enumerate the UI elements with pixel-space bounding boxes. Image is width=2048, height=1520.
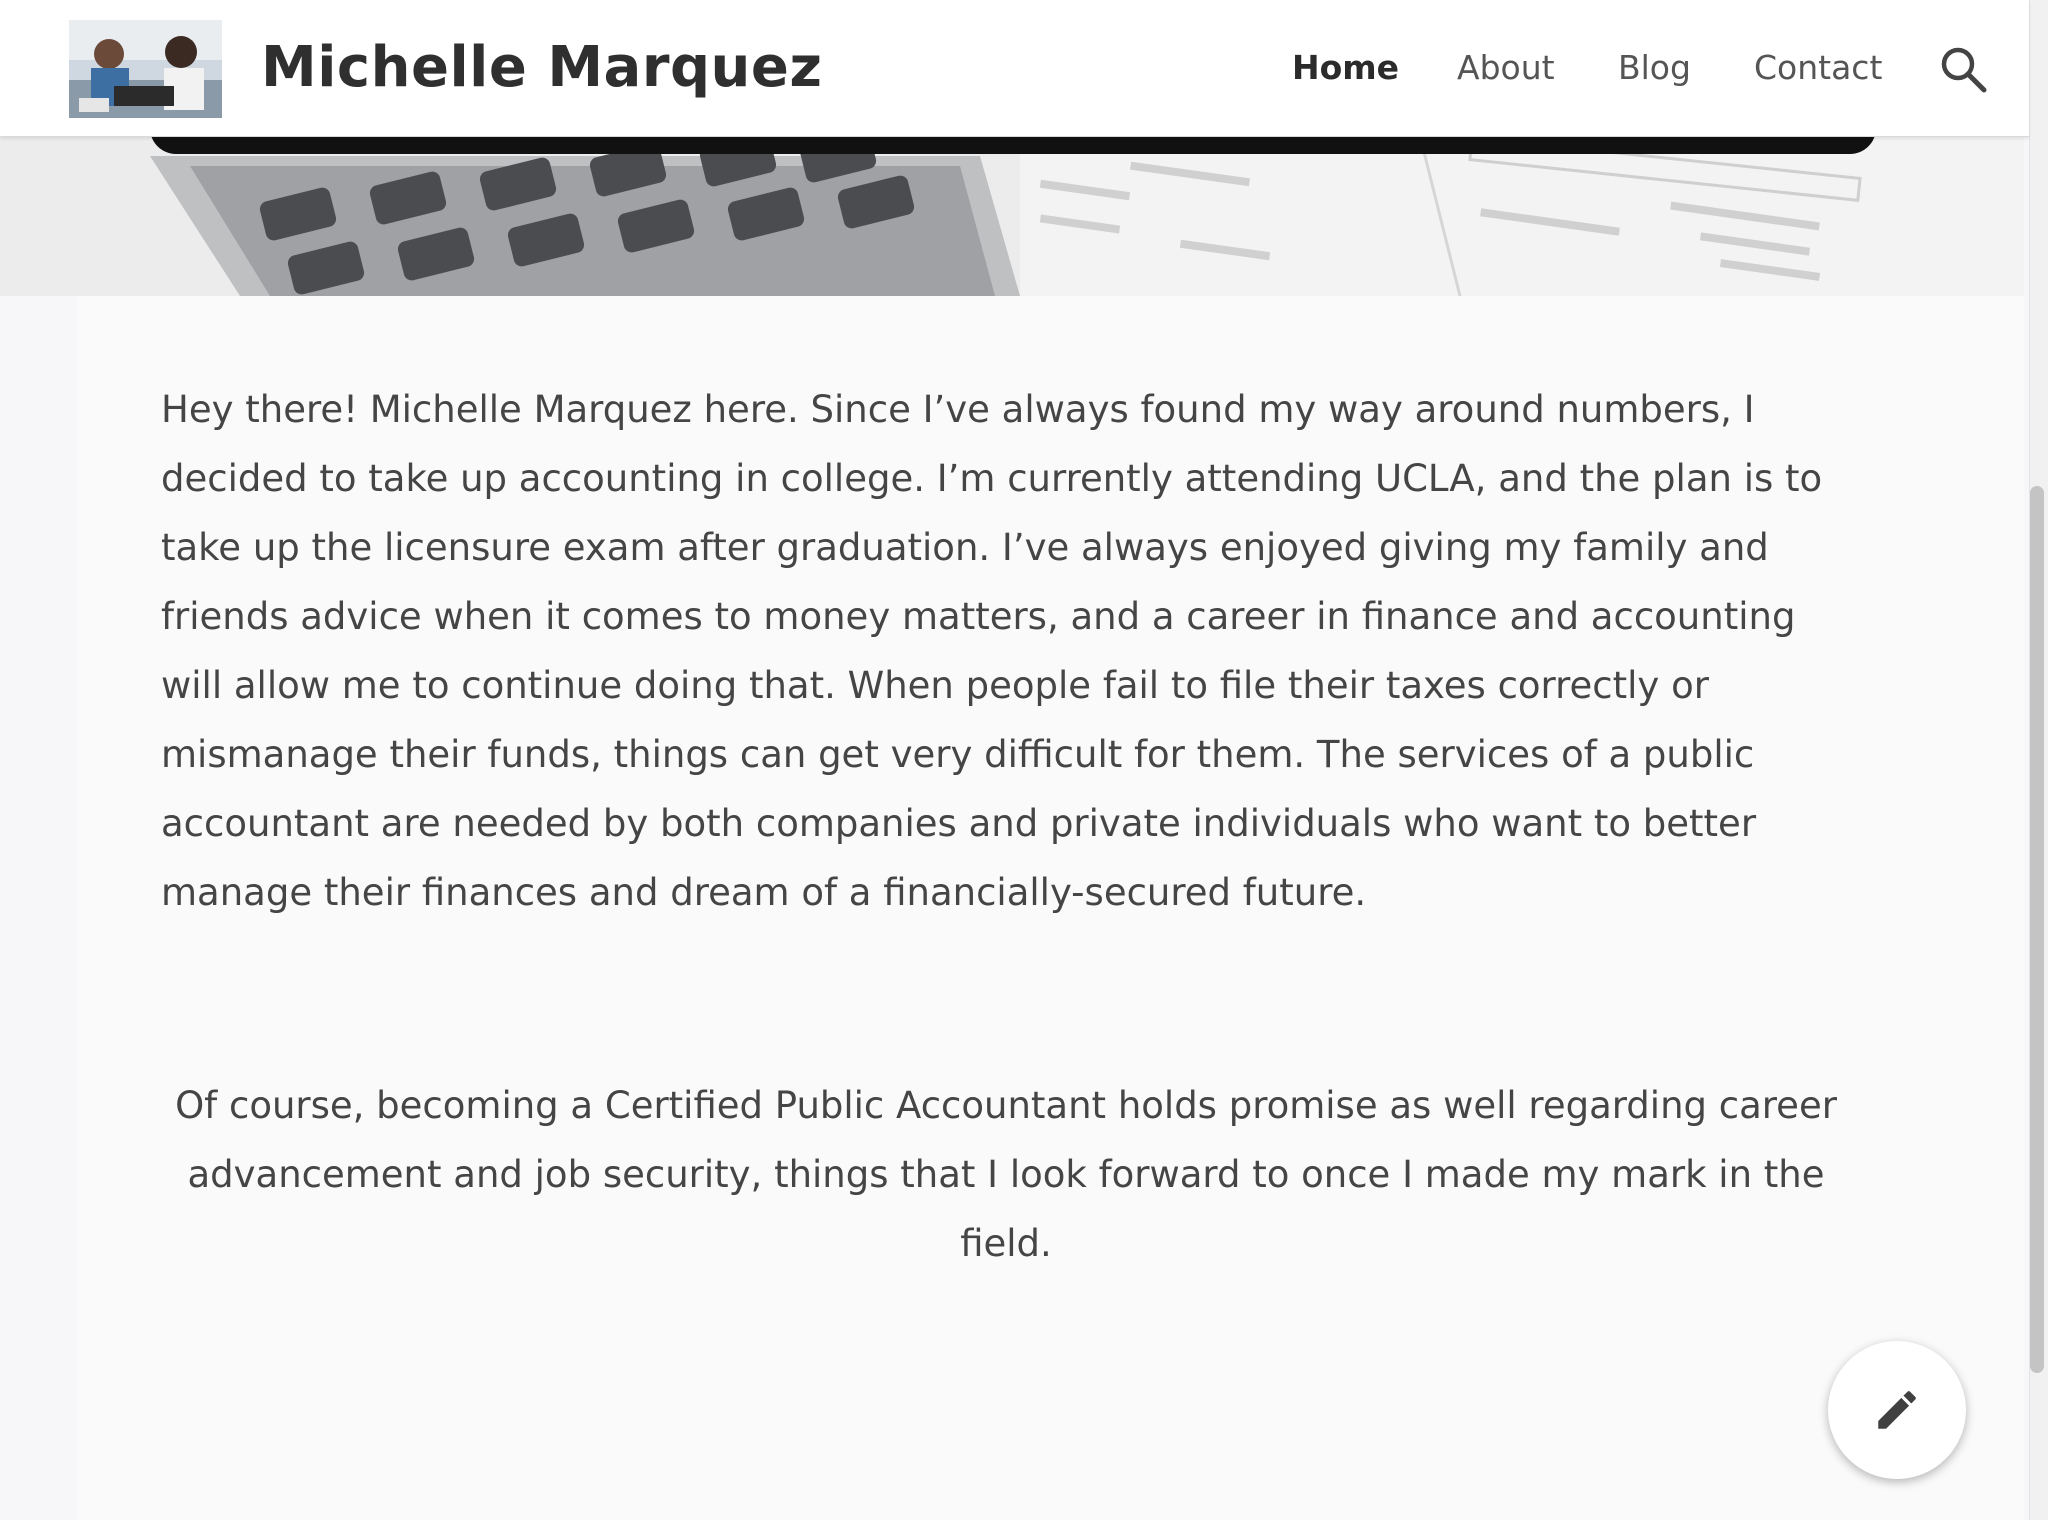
nav-blog[interactable]: Blog (1618, 48, 1691, 87)
nav-about[interactable]: About (1457, 48, 1555, 87)
site-header (0, 0, 2029, 137)
career-paragraph: Of course, becoming a Certified Public Accountant holds promise as well regarding career advancement and job security, things that I look forward to once I made my mark in the field. (175, 1084, 1837, 1265)
pencil-icon (1872, 1385, 1922, 1435)
site-title[interactable]: Michelle Marquez (261, 35, 823, 100)
hero-dark-bar (150, 136, 1876, 154)
search-icon (1938, 44, 1990, 96)
hero-banner (0, 136, 2024, 296)
logo-photo-icon (69, 20, 222, 118)
nav-contact[interactable]: Contact (1754, 48, 1883, 87)
edit-button[interactable] (1828, 1341, 1966, 1479)
search-button[interactable] (1938, 44, 1990, 96)
nav-home[interactable]: Home (1292, 48, 1400, 87)
site-logo[interactable] (69, 20, 222, 118)
intro-paragraph: Hey there! Michelle Marquez here. Since I’ve always found my way around numbers, I decided to take up accounting in college. I’m currently attending UCLA, and the plan is to take up the licensure exam after graduation. I’ve always enjoyed giving my family and friends advice when it comes to money matters, and a career in finance and accounting will allow me to continue doing that. When people fail to file their taxes correctly or mismanage their funds, things can get very difficult for them. The services of a public accountant are needed by both companies and private individuals who want to better manage their finances and dream of a financially-secured future. (161, 388, 1823, 914)
scrollbar-thumb[interactable] (2030, 486, 2044, 1373)
hero-calculator-image (0, 136, 2024, 296)
